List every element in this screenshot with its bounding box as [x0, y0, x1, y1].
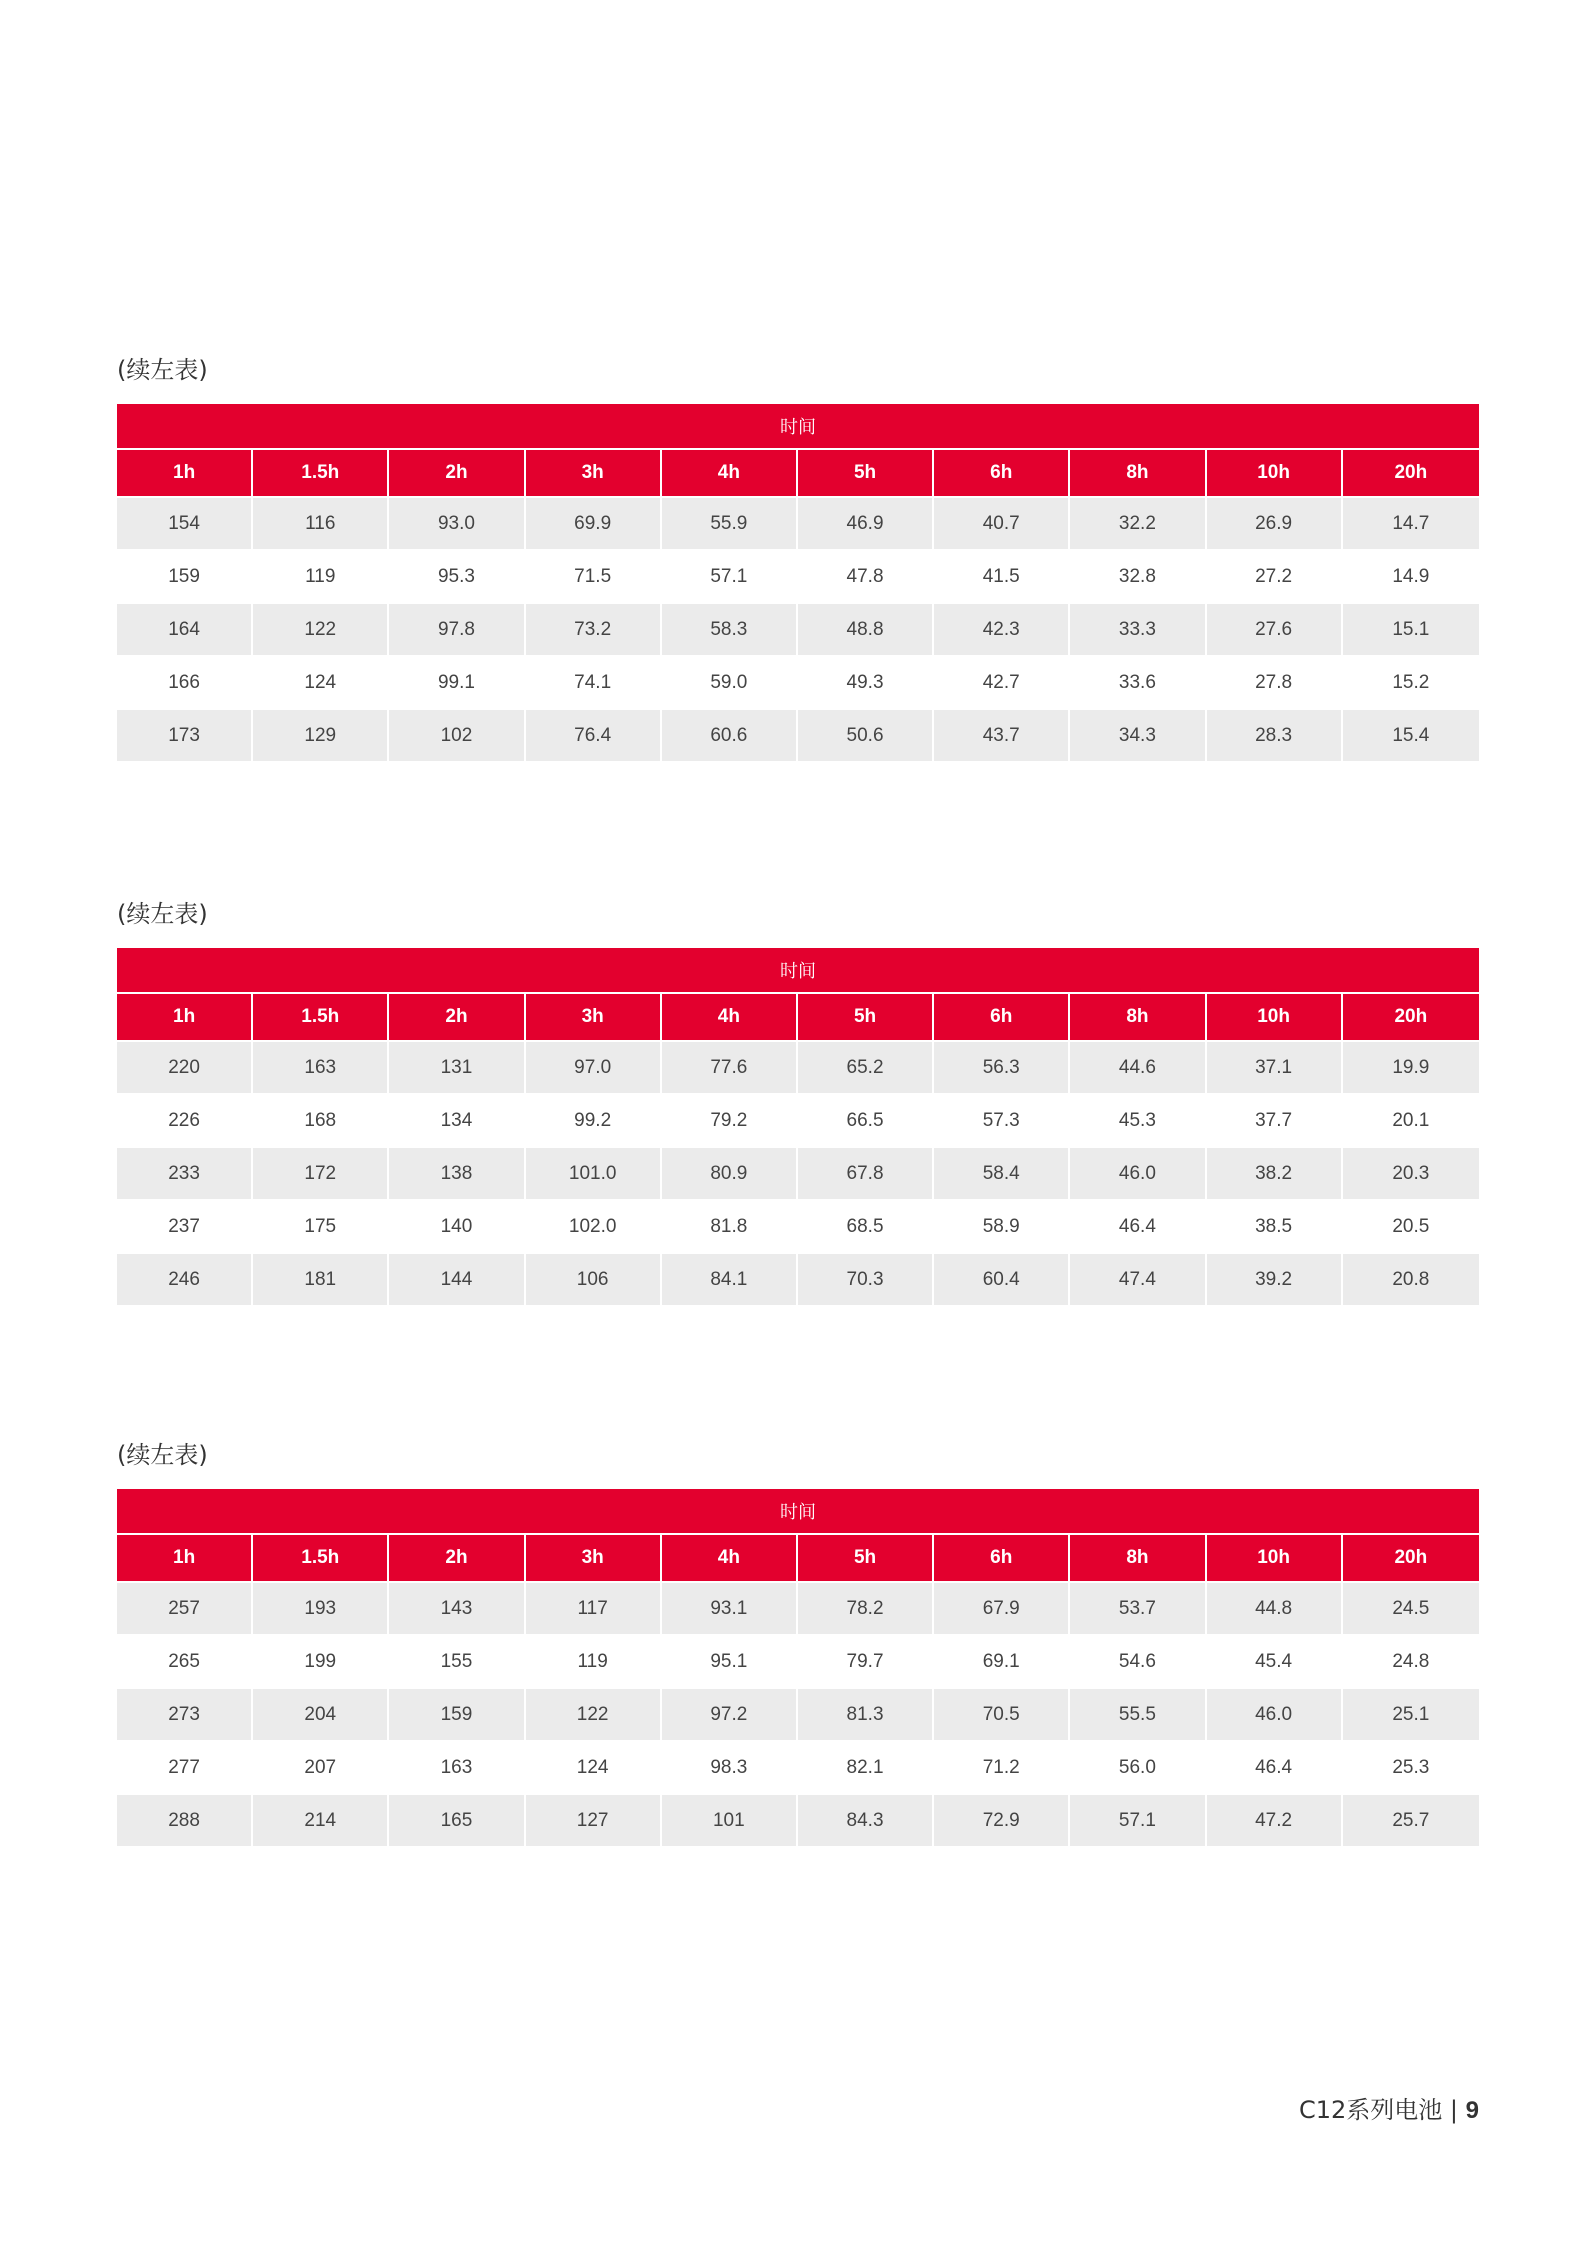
table-cell: 46.0 [1070, 1146, 1206, 1199]
table-cell: 54.6 [1070, 1634, 1206, 1687]
column-header: 4h [662, 1535, 798, 1581]
column-header: 1h [117, 450, 253, 496]
table-cell: 74.1 [526, 655, 662, 708]
table-cell: 98.3 [662, 1740, 798, 1793]
table-cell: 45.3 [1070, 1093, 1206, 1146]
table-cell: 207 [253, 1740, 389, 1793]
table-cell: 99.1 [389, 655, 525, 708]
table-cell: 48.8 [798, 602, 934, 655]
table-cell: 25.3 [1343, 1740, 1479, 1793]
table-cell: 246 [117, 1252, 253, 1305]
table-cell: 37.1 [1207, 1040, 1343, 1093]
table-cell: 42.3 [934, 602, 1070, 655]
table-cell: 84.3 [798, 1793, 934, 1846]
table-cell: 25.1 [1343, 1687, 1479, 1740]
table-cell: 43.7 [934, 708, 1070, 761]
table-cell: 159 [389, 1687, 525, 1740]
table-cell: 50.6 [798, 708, 934, 761]
table-cell: 42.7 [934, 655, 1070, 708]
table-cell: 26.9 [1207, 496, 1343, 549]
table-cell: 106 [526, 1252, 662, 1305]
footer-separator: | [1449, 2096, 1458, 2124]
column-header: 6h [934, 450, 1070, 496]
table-cell: 80.9 [662, 1146, 798, 1199]
table-cell: 84.1 [662, 1252, 798, 1305]
column-header: 8h [1070, 450, 1206, 496]
table-cell: 129 [253, 708, 389, 761]
table-cell: 226 [117, 1093, 253, 1146]
discharge-table-2 [117, 948, 1479, 1305]
table-cell: 173 [117, 708, 253, 761]
table-cell: 73.2 [526, 602, 662, 655]
table-cell: 122 [253, 602, 389, 655]
table-cell: 277 [117, 1740, 253, 1793]
table-cell: 97.8 [389, 602, 525, 655]
column-header: 4h [662, 994, 798, 1040]
table-cell: 288 [117, 1793, 253, 1846]
table-cell: 38.2 [1207, 1146, 1343, 1199]
table-row [117, 1793, 1479, 1846]
table-cell: 77.6 [662, 1040, 798, 1093]
table-cell: 69.1 [934, 1634, 1070, 1687]
table-cell: 102.0 [526, 1199, 662, 1252]
table-cell: 33.3 [1070, 602, 1206, 655]
table-cell: 27.2 [1207, 549, 1343, 602]
column-header: 10h [1207, 994, 1343, 1040]
table-cell: 273 [117, 1687, 253, 1740]
table-row [117, 1740, 1479, 1793]
table-cell: 60.6 [662, 708, 798, 761]
table-cell: 37.7 [1207, 1093, 1343, 1146]
table-cell: 46.4 [1207, 1740, 1343, 1793]
column-header: 5h [798, 450, 934, 496]
table-cell: 165 [389, 1793, 525, 1846]
table-cell: 27.8 [1207, 655, 1343, 708]
table-cell: 70.5 [934, 1687, 1070, 1740]
table-cell: 257 [117, 1581, 253, 1634]
table-row [117, 708, 1479, 761]
table-cell: 93.0 [389, 496, 525, 549]
table-cell: 20.3 [1343, 1146, 1479, 1199]
table-cell: 53.7 [1070, 1581, 1206, 1634]
table-cell: 24.8 [1343, 1634, 1479, 1687]
table-row [117, 1199, 1479, 1252]
table-cell: 102 [389, 708, 525, 761]
table-cell: 49.3 [798, 655, 934, 708]
table-cell: 57.3 [934, 1093, 1070, 1146]
table-caption: (续左表) [117, 900, 208, 928]
column-header: 1.5h [253, 1535, 389, 1581]
column-header: 2h [389, 1535, 525, 1581]
table-cell: 40.7 [934, 496, 1070, 549]
table-cell: 45.4 [1207, 1634, 1343, 1687]
table-cell: 134 [389, 1093, 525, 1146]
table-cell: 117 [526, 1581, 662, 1634]
table-cell: 204 [253, 1687, 389, 1740]
table-row [117, 1252, 1479, 1305]
table-row [117, 1634, 1479, 1687]
table-cell: 97.2 [662, 1687, 798, 1740]
table-cell: 172 [253, 1146, 389, 1199]
table-cell: 119 [253, 549, 389, 602]
table-cell: 159 [117, 549, 253, 602]
table-cell: 46.4 [1070, 1199, 1206, 1252]
table-cell: 233 [117, 1146, 253, 1199]
table-cell: 164 [117, 602, 253, 655]
table-cell: 46.9 [798, 496, 934, 549]
table-cell: 15.2 [1343, 655, 1479, 708]
table-cell: 39.2 [1207, 1252, 1343, 1305]
table-cell: 32.2 [1070, 496, 1206, 549]
column-header: 3h [526, 450, 662, 496]
discharge-table-1 [117, 404, 1479, 761]
table-cell: 24.5 [1343, 1581, 1479, 1634]
table-cell: 163 [253, 1040, 389, 1093]
table-cell: 143 [389, 1581, 525, 1634]
column-header: 8h [1070, 1535, 1206, 1581]
column-header: 3h [526, 994, 662, 1040]
column-header: 6h [934, 994, 1070, 1040]
table-cell: 140 [389, 1199, 525, 1252]
table-title: 时间 [117, 948, 1479, 994]
table-cell: 20.1 [1343, 1093, 1479, 1146]
table-cell: 76.4 [526, 708, 662, 761]
table-cell: 33.6 [1070, 655, 1206, 708]
table-cell: 99.2 [526, 1093, 662, 1146]
discharge-table-3 [117, 1489, 1479, 1846]
table-cell: 220 [117, 1040, 253, 1093]
column-header: 5h [798, 994, 934, 1040]
table-cell: 81.3 [798, 1687, 934, 1740]
column-header: 2h [389, 450, 525, 496]
column-header: 1h [117, 1535, 253, 1581]
table-cell: 72.9 [934, 1793, 1070, 1846]
table-cell: 57.1 [1070, 1793, 1206, 1846]
table-cell: 44.8 [1207, 1581, 1343, 1634]
table-cell: 82.1 [798, 1740, 934, 1793]
table-cell: 168 [253, 1093, 389, 1146]
table-cell: 214 [253, 1793, 389, 1846]
table-cell: 166 [117, 655, 253, 708]
column-header: 3h [526, 1535, 662, 1581]
table-cell: 71.2 [934, 1740, 1070, 1793]
table-cell: 70.3 [798, 1252, 934, 1305]
table-cell: 66.5 [798, 1093, 934, 1146]
table-cell: 58.3 [662, 602, 798, 655]
table-row [117, 1093, 1479, 1146]
table-cell: 20.5 [1343, 1199, 1479, 1252]
table-cell: 237 [117, 1199, 253, 1252]
table-cell: 19.9 [1343, 1040, 1479, 1093]
column-header: 1.5h [253, 450, 389, 496]
table-row [117, 1581, 1479, 1634]
table-section-3 [117, 1437, 1479, 1846]
table-cell: 79.2 [662, 1093, 798, 1146]
column-header: 4h [662, 450, 798, 496]
table-cell: 68.5 [798, 1199, 934, 1252]
table-cell: 38.5 [1207, 1199, 1343, 1252]
table-cell: 95.1 [662, 1634, 798, 1687]
table-caption: (续左表) [117, 1441, 208, 1469]
column-header: 20h [1343, 994, 1479, 1040]
table-cell: 44.6 [1070, 1040, 1206, 1093]
table-cell: 116 [253, 496, 389, 549]
table-cell: 14.7 [1343, 496, 1479, 549]
table-cell: 71.5 [526, 549, 662, 602]
column-header: 1h [117, 994, 253, 1040]
column-header: 10h [1207, 1535, 1343, 1581]
table-row [117, 655, 1479, 708]
table-cell: 155 [389, 1634, 525, 1687]
table-cell: 56.3 [934, 1040, 1070, 1093]
table-cell: 79.7 [798, 1634, 934, 1687]
table-cell: 15.1 [1343, 602, 1479, 655]
table-cell: 27.6 [1207, 602, 1343, 655]
table-cell: 199 [253, 1634, 389, 1687]
table-cell: 65.2 [798, 1040, 934, 1093]
table-row [117, 1687, 1479, 1740]
table-cell: 15.4 [1343, 708, 1479, 761]
table-cell: 59.0 [662, 655, 798, 708]
table-section-2 [117, 896, 1479, 1305]
table-cell: 193 [253, 1581, 389, 1634]
table-cell: 14.9 [1343, 549, 1479, 602]
table-cell: 34.3 [1070, 708, 1206, 761]
table-title: 时间 [117, 404, 1479, 450]
table-cell: 101.0 [526, 1146, 662, 1199]
table-cell: 78.2 [798, 1581, 934, 1634]
table-cell: 25.7 [1343, 1793, 1479, 1846]
table-row [117, 1040, 1479, 1093]
table-title: 时间 [117, 1489, 1479, 1535]
table-cell: 32.8 [1070, 549, 1206, 602]
table-cell: 144 [389, 1252, 525, 1305]
table-cell: 122 [526, 1687, 662, 1740]
table-cell: 55.9 [662, 496, 798, 549]
column-header: 2h [389, 994, 525, 1040]
table-cell: 47.8 [798, 549, 934, 602]
table-cell: 41.5 [934, 549, 1070, 602]
page-footer [1299, 2090, 1479, 2125]
table-row [117, 602, 1479, 655]
table-cell: 28.3 [1207, 708, 1343, 761]
table-cell: 265 [117, 1634, 253, 1687]
table-cell: 163 [389, 1740, 525, 1793]
column-header: 5h [798, 1535, 934, 1581]
table-cell: 67.8 [798, 1146, 934, 1199]
table-cell: 58.4 [934, 1146, 1070, 1199]
table-cell: 119 [526, 1634, 662, 1687]
table-cell: 175 [253, 1199, 389, 1252]
series-name: C12系列电池 [1298, 2096, 1443, 2124]
column-header: 6h [934, 1535, 1070, 1581]
table-cell: 138 [389, 1146, 525, 1199]
table-cell: 55.5 [1070, 1687, 1206, 1740]
page-number: 9 [1465, 2097, 1479, 2124]
table-row [117, 549, 1479, 602]
table-caption: (续左表) [117, 356, 208, 384]
table-cell: 181 [253, 1252, 389, 1305]
table-row [117, 496, 1479, 549]
table-cell: 154 [117, 496, 253, 549]
table-cell: 67.9 [934, 1581, 1070, 1634]
table-cell: 131 [389, 1040, 525, 1093]
table-cell: 46.0 [1207, 1687, 1343, 1740]
table-cell: 127 [526, 1793, 662, 1846]
column-header: 10h [1207, 450, 1343, 496]
table-cell: 101 [662, 1793, 798, 1846]
column-header: 20h [1343, 1535, 1479, 1581]
table-cell: 69.9 [526, 496, 662, 549]
column-header: 8h [1070, 994, 1206, 1040]
table-cell: 81.8 [662, 1199, 798, 1252]
table-cell: 58.9 [934, 1199, 1070, 1252]
table-cell: 47.2 [1207, 1793, 1343, 1846]
table-cell: 20.8 [1343, 1252, 1479, 1305]
column-header: 1.5h [253, 994, 389, 1040]
table-cell: 124 [253, 655, 389, 708]
table-cell: 56.0 [1070, 1740, 1206, 1793]
table-cell: 93.1 [662, 1581, 798, 1634]
table-cell: 60.4 [934, 1252, 1070, 1305]
column-header: 20h [1343, 450, 1479, 496]
table-section-1 [117, 352, 1479, 761]
table-row [117, 1146, 1479, 1199]
table-cell: 95.3 [389, 549, 525, 602]
table-cell: 124 [526, 1740, 662, 1793]
table-cell: 97.0 [526, 1040, 662, 1093]
table-cell: 57.1 [662, 549, 798, 602]
table-cell: 47.4 [1070, 1252, 1206, 1305]
